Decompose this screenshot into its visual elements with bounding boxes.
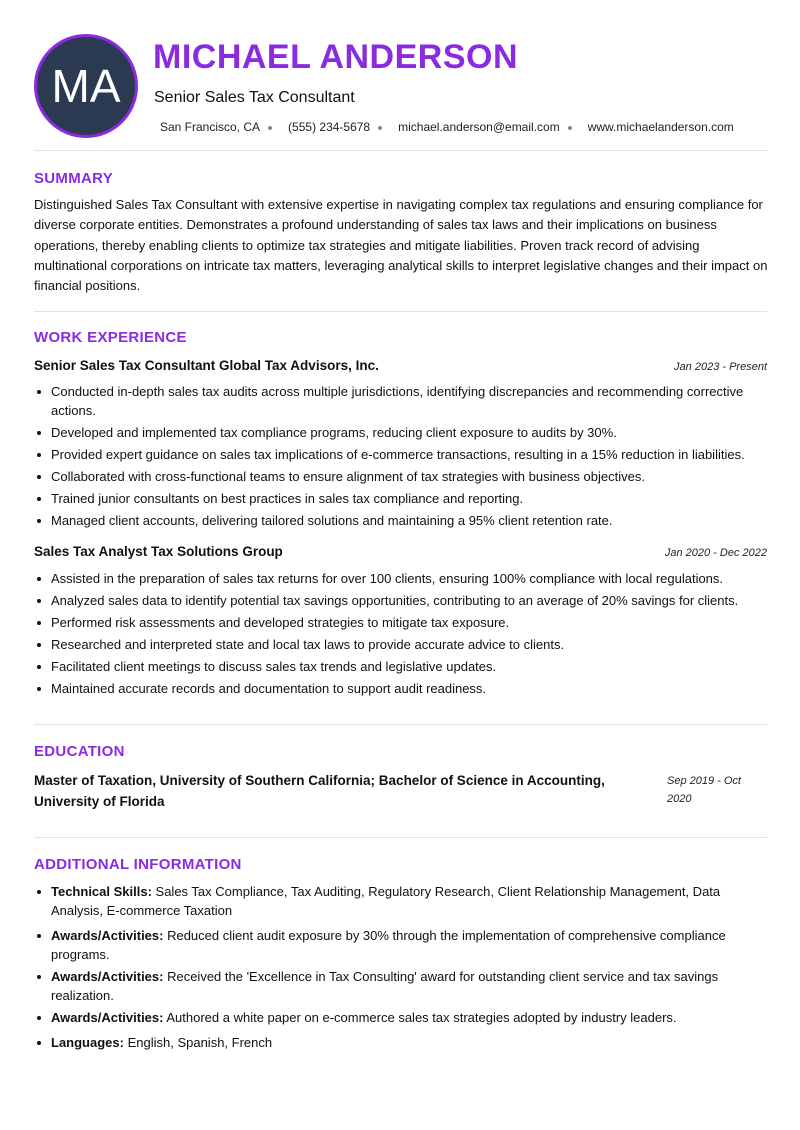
item-label: Languages: [51, 1035, 124, 1050]
divider [34, 150, 767, 151]
job-role: Senior Sales Tax Consultant Global Tax Advisors, Inc. [34, 358, 379, 373]
job-dates: Jan 2023 - Present [674, 361, 767, 373]
summary-text: Distinguished Sales Tax Consultant with extensive expertise in navigating complex tax regulations and ensuring compliance for diverse corporate entities. Demonstrates a profound understanding of sales tax laws and their implications on business operations, thereby enabling clients to optimize tax strategies and mitigate liabilities. Proven track record of advising multinational corporations on intricate tax matters, leveraging analytical skills to interpret legislative changes and their impact on financial positions. [34, 197, 768, 294]
list-item: Researched and interpreted state and local tax laws to provide accurate advice to clients. [34, 635, 770, 654]
list-item: Performed risk assessments and developed strategies to mitigate tax exposure. [34, 613, 770, 632]
job-dates: Jan 2020 - Dec 2022 [664, 547, 767, 559]
list-item: Assisted in the preparation of sales tax returns for over 100 clients, ensuring 100% compliance with local regulations. [34, 569, 770, 588]
item-text: Reduced client audit exposure by 30% through the implementation of comprehensive compliance programs. [51, 928, 726, 962]
resume-header [0, 0, 800, 150]
job-bullets [34, 569, 770, 698]
list-item [34, 1008, 770, 1027]
item-label: Technical Skills: [51, 884, 152, 899]
item-text: Authored a white paper on e-commerce sales tax strategies adopted by industry leaders. [163, 1010, 677, 1025]
item-text: Received the 'Excellence in Tax Consulting' award for outstanding client service and tax savings realization. [51, 969, 719, 1003]
list-item: Maintained accurate records and documentation to support audit readiness. [34, 679, 770, 698]
avatar [34, 34, 138, 138]
list-item [34, 882, 770, 920]
additional-heading: ADDITIONAL INFORMATION [34, 856, 242, 873]
experience-heading: WORK EXPERIENCE [34, 329, 187, 346]
job-role: Sales Tax Analyst Tax Solutions Group [34, 544, 283, 559]
education-entry [34, 770, 767, 812]
item-label: Awards/Activities: [51, 969, 164, 984]
separator-dot-icon [568, 126, 572, 130]
list-item: Collaborated with cross-functional teams to ensure alignment of tax strategies with business objectives. [34, 467, 770, 486]
education-dates: Sep 2019 - Oct 2020 [667, 775, 741, 805]
item-text: English, Spanish, French [123, 1035, 273, 1050]
job-bullets [34, 382, 770, 530]
divider [34, 724, 767, 725]
item-text: Sales Tax Compliance, Tax Auditing, Regulatory Research, Client Relationship Management, Data Analysis, E-commerce Taxation [51, 884, 721, 918]
list-item [34, 967, 770, 1005]
list-item: Analyzed sales data to identify potential tax savings opportunities, contributing to an average of 20% savings for clients. [34, 591, 770, 610]
list-item: Facilitated client meetings to discuss sales tax trends and legislative updates. [34, 657, 770, 676]
avatar-initials: MA [51, 60, 121, 112]
contact-phone[interactable]: (555) 234-5678 [288, 120, 371, 134]
list-item: Provided expert guidance on sales tax implications of e-commerce transactions, resulting in a 15% reduction in liabilities. [34, 445, 770, 464]
candidate-title: Senior Sales Tax Consultant [154, 89, 355, 106]
contact-line [160, 120, 734, 134]
contact-website[interactable]: www.michaelanderson.com [587, 120, 734, 134]
job-header [34, 358, 767, 373]
list-item [34, 1033, 770, 1052]
job-header [34, 544, 767, 559]
education-degree: Master of Taxation, University of Southern California; Bachelor of Science in Accounting, University of Florida [34, 773, 605, 809]
list-item: Managed client accounts, delivering tailored solutions and maintaining a 95% client retention rate. [34, 511, 770, 530]
divider [34, 837, 767, 838]
list-item: Developed and implemented tax compliance programs, reducing client exposure to audits by 30%. [34, 423, 770, 442]
education-heading: EDUCATION [34, 743, 125, 760]
separator-dot-icon [268, 126, 272, 130]
item-label: Awards/Activities: [51, 1010, 164, 1025]
additional-list [34, 882, 770, 1052]
candidate-name: MICHAEL ANDERSON [153, 38, 519, 76]
contact-location: San Francisco, CA [160, 120, 261, 134]
item-label: Awards/Activities: [51, 928, 164, 943]
list-item: Trained junior consultants on best practices in sales tax compliance and reporting. [34, 489, 770, 508]
divider [34, 311, 767, 312]
separator-dot-icon [378, 126, 382, 130]
list-item [34, 926, 770, 964]
summary-heading: SUMMARY [34, 170, 114, 187]
contact-email[interactable]: michael.anderson@email.com [398, 120, 560, 134]
list-item: Conducted in-depth sales tax audits across multiple jurisdictions, identifying discrepancies and recommending corrective actions. [34, 382, 770, 420]
